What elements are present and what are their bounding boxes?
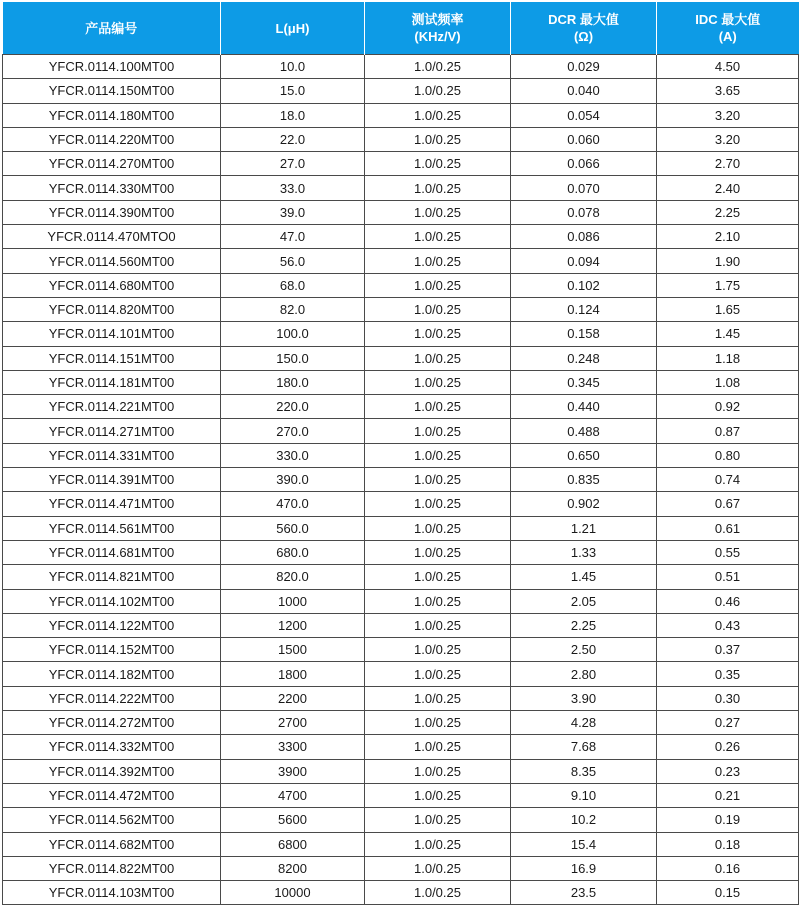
part-number-cell: YFCR.0114.101MT00 <box>3 322 221 346</box>
idc-max-cell: 0.61 <box>657 516 799 540</box>
table-row <box>3 540 799 564</box>
dcr-max-cell: 1.21 <box>511 516 657 540</box>
inductance-cell: 18.0 <box>221 103 365 127</box>
table-row <box>3 273 799 297</box>
idc-max-cell: 2.10 <box>657 225 799 249</box>
idc-max-cell: 0.37 <box>657 638 799 662</box>
idc-max-cell: 0.16 <box>657 856 799 880</box>
test-frequency-cell: 1.0/0.25 <box>365 419 511 443</box>
table-row <box>3 200 799 224</box>
test-frequency-cell: 1.0/0.25 <box>365 711 511 735</box>
inductance-cell: 560.0 <box>221 516 365 540</box>
inductance-cell: 68.0 <box>221 273 365 297</box>
inductance-cell: 3300 <box>221 735 365 759</box>
idc-max-cell: 0.67 <box>657 492 799 516</box>
inductance-cell: 150.0 <box>221 346 365 370</box>
idc-max-cell: 0.15 <box>657 881 799 905</box>
dcr-max-cell: 1.33 <box>511 540 657 564</box>
table-row <box>3 297 799 321</box>
test-frequency-cell: 1.0/0.25 <box>365 443 511 467</box>
dcr-max-cell: 1.45 <box>511 565 657 589</box>
dcr-max-cell: 0.070 <box>511 176 657 200</box>
inductance-cell: 33.0 <box>221 176 365 200</box>
table-row <box>3 225 799 249</box>
part-number-cell: YFCR.0114.472MT00 <box>3 783 221 807</box>
inductance-cell: 47.0 <box>221 225 365 249</box>
inductance-cell: 1200 <box>221 613 365 637</box>
test-frequency-cell: 1.0/0.25 <box>365 881 511 905</box>
dcr-max-cell: 0.902 <box>511 492 657 516</box>
dcr-max-cell: 10.2 <box>511 808 657 832</box>
table-row <box>3 79 799 103</box>
dcr-max-cell: 8.35 <box>511 759 657 783</box>
test-frequency-cell: 1.0/0.25 <box>365 492 511 516</box>
test-frequency-cell: 1.0/0.25 <box>365 55 511 79</box>
table-row <box>3 370 799 394</box>
part-number-cell: YFCR.0114.151MT00 <box>3 346 221 370</box>
idc-max-cell: 3.65 <box>657 79 799 103</box>
idc-max-cell: 2.70 <box>657 152 799 176</box>
table-row <box>3 395 799 419</box>
dcr-max-cell: 0.060 <box>511 127 657 151</box>
header-dcr-max-label: DCR 最大值 <box>548 12 619 27</box>
part-number-cell: YFCR.0114.562MT00 <box>3 808 221 832</box>
inductance-cell: 470.0 <box>221 492 365 516</box>
table-header <box>3 2 799 55</box>
idc-max-cell: 1.75 <box>657 273 799 297</box>
part-number-cell: YFCR.0114.331MT00 <box>3 443 221 467</box>
table-row <box>3 492 799 516</box>
table-row <box>3 808 799 832</box>
inductance-cell: 4700 <box>221 783 365 807</box>
table-row <box>3 735 799 759</box>
test-frequency-cell: 1.0/0.25 <box>365 273 511 297</box>
part-number-cell: YFCR.0114.272MT00 <box>3 711 221 735</box>
table-row <box>3 759 799 783</box>
header-inductance-label: L(μH) <box>275 20 310 36</box>
table-row <box>3 856 799 880</box>
test-frequency-cell: 1.0/0.25 <box>365 662 511 686</box>
test-frequency-cell: 1.0/0.25 <box>365 176 511 200</box>
part-number-cell: YFCR.0114.681MT00 <box>3 540 221 564</box>
part-number-cell: YFCR.0114.220MT00 <box>3 127 221 151</box>
inductance-cell: 390.0 <box>221 468 365 492</box>
dcr-max-cell: 0.440 <box>511 395 657 419</box>
table-row <box>3 127 799 151</box>
test-frequency-cell: 1.0/0.25 <box>365 589 511 613</box>
idc-max-cell: 2.25 <box>657 200 799 224</box>
test-frequency-cell: 1.0/0.25 <box>365 735 511 759</box>
test-frequency-cell: 1.0/0.25 <box>365 516 511 540</box>
part-number-cell: YFCR.0114.391MT00 <box>3 468 221 492</box>
inductance-cell: 100.0 <box>221 322 365 346</box>
idc-max-cell: 0.30 <box>657 686 799 710</box>
inductance-cell: 1800 <box>221 662 365 686</box>
idc-max-cell: 0.18 <box>657 832 799 856</box>
part-number-cell: YFCR.0114.152MT00 <box>3 638 221 662</box>
part-number-cell: YFCR.0114.471MT00 <box>3 492 221 516</box>
test-frequency-cell: 1.0/0.25 <box>365 613 511 637</box>
table-row <box>3 613 799 637</box>
table-row <box>3 662 799 686</box>
dcr-max-cell: 0.124 <box>511 297 657 321</box>
dcr-max-cell: 0.102 <box>511 273 657 297</box>
inductance-cell: 10000 <box>221 881 365 905</box>
part-number-cell: YFCR.0114.820MT00 <box>3 297 221 321</box>
table-row <box>3 638 799 662</box>
part-number-cell: YFCR.0114.150MT00 <box>3 79 221 103</box>
idc-max-cell: 2.40 <box>657 176 799 200</box>
inductance-cell: 270.0 <box>221 419 365 443</box>
dcr-max-cell: 7.68 <box>511 735 657 759</box>
part-number-cell: YFCR.0114.222MT00 <box>3 686 221 710</box>
test-frequency-cell: 1.0/0.25 <box>365 200 511 224</box>
idc-max-cell: 3.20 <box>657 127 799 151</box>
inductance-cell: 330.0 <box>221 443 365 467</box>
part-number-cell: YFCR.0114.270MT00 <box>3 152 221 176</box>
part-number-cell: YFCR.0114.180MT00 <box>3 103 221 127</box>
table-row <box>3 152 799 176</box>
dcr-max-cell: 2.25 <box>511 613 657 637</box>
idc-max-cell: 1.18 <box>657 346 799 370</box>
inductance-cell: 10.0 <box>221 55 365 79</box>
test-frequency-cell: 1.0/0.25 <box>365 783 511 807</box>
inductance-cell: 680.0 <box>221 540 365 564</box>
table-row <box>3 346 799 370</box>
dcr-max-cell: 0.248 <box>511 346 657 370</box>
part-number-cell: YFCR.0114.103MT00 <box>3 881 221 905</box>
dcr-max-cell: 0.086 <box>511 225 657 249</box>
inductor-spec-table <box>2 2 799 905</box>
idc-max-cell: 4.50 <box>657 55 799 79</box>
part-number-cell: YFCR.0114.470MTO0 <box>3 225 221 249</box>
dcr-max-cell: 9.10 <box>511 783 657 807</box>
test-frequency-cell: 1.0/0.25 <box>365 808 511 832</box>
test-frequency-cell: 1.0/0.25 <box>365 103 511 127</box>
header-row <box>3 2 799 55</box>
table-row <box>3 322 799 346</box>
inductance-cell: 8200 <box>221 856 365 880</box>
idc-max-cell: 0.27 <box>657 711 799 735</box>
idc-max-cell: 0.23 <box>657 759 799 783</box>
idc-max-cell: 1.90 <box>657 249 799 273</box>
idc-max-cell: 0.21 <box>657 783 799 807</box>
table-row <box>3 686 799 710</box>
header-test-frequency-label: 测试频率 <box>411 12 464 27</box>
inductance-cell: 5600 <box>221 808 365 832</box>
inductance-cell: 1000 <box>221 589 365 613</box>
dcr-max-cell: 2.05 <box>511 589 657 613</box>
inductance-cell: 180.0 <box>221 370 365 394</box>
test-frequency-cell: 1.0/0.25 <box>365 565 511 589</box>
test-frequency-cell: 1.0/0.25 <box>365 759 511 783</box>
dcr-max-cell: 0.066 <box>511 152 657 176</box>
inductance-cell: 56.0 <box>221 249 365 273</box>
inductance-cell: 6800 <box>221 832 365 856</box>
inductance-cell: 2700 <box>221 711 365 735</box>
header-dcr-max <box>511 2 657 55</box>
test-frequency-cell: 1.0/0.25 <box>365 856 511 880</box>
header-inductance <box>221 2 365 55</box>
table-row <box>3 419 799 443</box>
table-row <box>3 468 799 492</box>
test-frequency-cell: 1.0/0.25 <box>365 638 511 662</box>
inductance-cell: 82.0 <box>221 297 365 321</box>
test-frequency-cell: 1.0/0.25 <box>365 346 511 370</box>
idc-max-cell: 1.08 <box>657 370 799 394</box>
idc-max-cell: 0.55 <box>657 540 799 564</box>
inductance-cell: 820.0 <box>221 565 365 589</box>
idc-max-cell: 0.74 <box>657 468 799 492</box>
part-number-cell: YFCR.0114.122MT00 <box>3 613 221 637</box>
part-number-cell: YFCR.0114.390MT00 <box>3 200 221 224</box>
dcr-max-cell: 0.345 <box>511 370 657 394</box>
table-row <box>3 881 799 905</box>
inductance-cell: 15.0 <box>221 79 365 103</box>
part-number-cell: YFCR.0114.561MT00 <box>3 516 221 540</box>
dcr-max-cell: 0.158 <box>511 322 657 346</box>
test-frequency-cell: 1.0/0.25 <box>365 152 511 176</box>
idc-max-cell: 0.51 <box>657 565 799 589</box>
idc-max-cell: 0.35 <box>657 662 799 686</box>
part-number-cell: YFCR.0114.392MT00 <box>3 759 221 783</box>
idc-max-cell: 0.26 <box>657 735 799 759</box>
dcr-max-cell: 15.4 <box>511 832 657 856</box>
inductance-cell: 39.0 <box>221 200 365 224</box>
inductance-cell: 220.0 <box>221 395 365 419</box>
dcr-max-cell: 0.835 <box>511 468 657 492</box>
dcr-max-cell: 0.040 <box>511 79 657 103</box>
part-number-cell: YFCR.0114.221MT00 <box>3 395 221 419</box>
test-frequency-cell: 1.0/0.25 <box>365 79 511 103</box>
part-number-cell: YFCR.0114.822MT00 <box>3 856 221 880</box>
inductance-cell: 22.0 <box>221 127 365 151</box>
table-row <box>3 783 799 807</box>
test-frequency-cell: 1.0/0.25 <box>365 127 511 151</box>
test-frequency-cell: 1.0/0.25 <box>365 225 511 249</box>
part-number-cell: YFCR.0114.181MT00 <box>3 370 221 394</box>
dcr-max-cell: 0.094 <box>511 249 657 273</box>
dcr-max-cell: 0.650 <box>511 443 657 467</box>
idc-max-cell: 3.20 <box>657 103 799 127</box>
inductance-cell: 2200 <box>221 686 365 710</box>
idc-max-cell: 0.80 <box>657 443 799 467</box>
idc-max-cell: 0.92 <box>657 395 799 419</box>
dcr-max-cell: 2.80 <box>511 662 657 686</box>
test-frequency-cell: 1.0/0.25 <box>365 540 511 564</box>
part-number-cell: YFCR.0114.332MT00 <box>3 735 221 759</box>
test-frequency-cell: 1.0/0.25 <box>365 297 511 321</box>
header-idc-max-label: IDC 最大值 <box>695 12 761 27</box>
header-idc-max-unit: (A) <box>718 29 737 44</box>
table-row <box>3 711 799 735</box>
idc-max-cell: 0.87 <box>657 419 799 443</box>
header-test-frequency <box>365 2 511 55</box>
dcr-max-cell: 0.488 <box>511 419 657 443</box>
table-row <box>3 589 799 613</box>
dcr-max-cell: 2.50 <box>511 638 657 662</box>
dcr-max-cell: 3.90 <box>511 686 657 710</box>
test-frequency-cell: 1.0/0.25 <box>365 832 511 856</box>
inductance-cell: 1500 <box>221 638 365 662</box>
table-body <box>3 55 799 905</box>
dcr-max-cell: 16.9 <box>511 856 657 880</box>
part-number-cell: YFCR.0114.560MT00 <box>3 249 221 273</box>
header-part-number-label: 产品编号 <box>85 20 138 36</box>
part-number-cell: YFCR.0114.682MT00 <box>3 832 221 856</box>
part-number-cell: YFCR.0114.680MT00 <box>3 273 221 297</box>
test-frequency-cell: 1.0/0.25 <box>365 249 511 273</box>
idc-max-cell: 0.43 <box>657 613 799 637</box>
test-frequency-cell: 1.0/0.25 <box>365 395 511 419</box>
table-row <box>3 832 799 856</box>
part-number-cell: YFCR.0114.102MT00 <box>3 589 221 613</box>
dcr-max-cell: 0.054 <box>511 103 657 127</box>
idc-max-cell: 0.19 <box>657 808 799 832</box>
table-row <box>3 249 799 273</box>
test-frequency-cell: 1.0/0.25 <box>365 370 511 394</box>
header-dcr-max-unit: (Ω) <box>573 29 594 44</box>
dcr-max-cell: 23.5 <box>511 881 657 905</box>
test-frequency-cell: 1.0/0.25 <box>365 686 511 710</box>
header-test-frequency-unit: (KHz/V) <box>414 29 461 44</box>
part-number-cell: YFCR.0114.100MT00 <box>3 55 221 79</box>
inductance-cell: 3900 <box>221 759 365 783</box>
dcr-max-cell: 4.28 <box>511 711 657 735</box>
table-row <box>3 565 799 589</box>
table-row <box>3 516 799 540</box>
dcr-max-cell: 0.078 <box>511 200 657 224</box>
part-number-cell: YFCR.0114.821MT00 <box>3 565 221 589</box>
idc-max-cell: 1.65 <box>657 297 799 321</box>
idc-max-cell: 1.45 <box>657 322 799 346</box>
table-row <box>3 176 799 200</box>
test-frequency-cell: 1.0/0.25 <box>365 322 511 346</box>
header-idc-max <box>657 2 799 55</box>
part-number-cell: YFCR.0114.271MT00 <box>3 419 221 443</box>
dcr-max-cell: 0.029 <box>511 55 657 79</box>
test-frequency-cell: 1.0/0.25 <box>365 468 511 492</box>
table-row <box>3 443 799 467</box>
table-row <box>3 103 799 127</box>
part-number-cell: YFCR.0114.182MT00 <box>3 662 221 686</box>
header-part-number <box>3 2 221 55</box>
table-row <box>3 55 799 79</box>
idc-max-cell: 0.46 <box>657 589 799 613</box>
inductance-cell: 27.0 <box>221 152 365 176</box>
part-number-cell: YFCR.0114.330MT00 <box>3 176 221 200</box>
